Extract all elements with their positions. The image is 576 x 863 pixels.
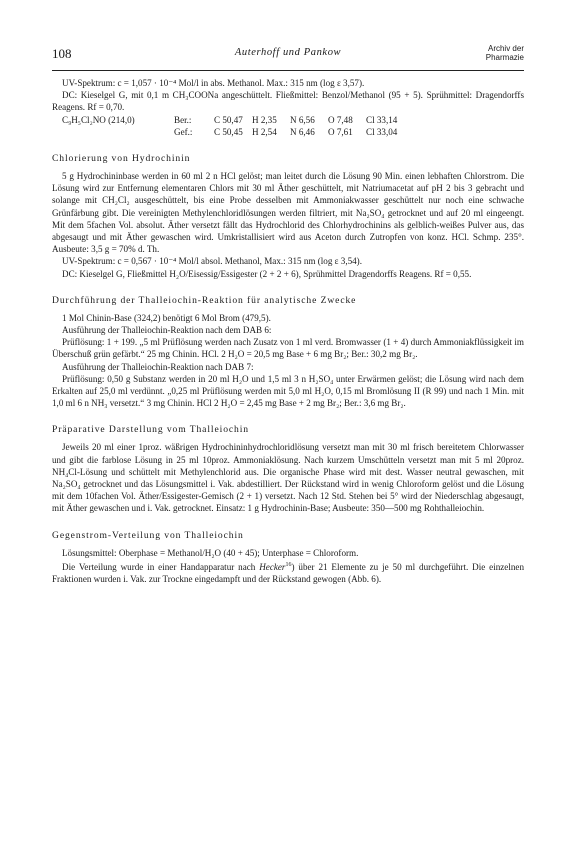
analysis-calc-n: N 6,56 bbox=[290, 114, 315, 125]
page bbox=[52, 44, 524, 585]
elemental-analysis bbox=[62, 114, 524, 138]
analysis-formula: C₉H₅Cl₂NO (214,0) bbox=[62, 114, 135, 125]
intro-dc: DC: Kieselgel G, mit 0,1 m CH₃COONa angeschüttelt. Fließmittel: Benzol/Methanol (95 + 5). Sprühmittel: Dragendorffs Reagens. Rf = 0,70. bbox=[52, 90, 524, 113]
analysis-calc-c: C 50,47 bbox=[214, 114, 243, 125]
reaction-dab6-body: Prüflösung: 1 + 199. „5 ml Prüflösung werden nach Zusatz von 1 ml verd. Bromwasser (1 + 4) durch Ammoniakflüssigkeit im Überschuß grün gefärbt.“ 25 mg Chinin. HCl. 2 H₂O = 20,5 mg Base + 6 mg Br₂; Ber.: 30,2 mg Br₂. bbox=[52, 337, 524, 360]
journal-name bbox=[486, 44, 524, 62]
page-number: 108 bbox=[52, 46, 72, 61]
analysis-found-c: C 50,45 bbox=[214, 126, 243, 137]
analysis-calc-o: O 7,48 bbox=[328, 114, 353, 125]
analysis-found-label: Gef.: bbox=[174, 126, 193, 137]
running-header bbox=[52, 44, 524, 68]
analysis-found-cl: Cl 33,04 bbox=[366, 126, 398, 137]
analysis-calc-cl: Cl 33,14 bbox=[366, 114, 398, 125]
section-heading-preparation: Präparative Darstellung vom Thalleiochin bbox=[52, 424, 250, 436]
running-authors: Auterhoff und Pankow bbox=[234, 47, 342, 58]
reaction-dab6-heading: Ausführung der Thalleiochin-Reaktion nach dem DAB 6: bbox=[62, 325, 272, 336]
analysis-found-n: N 6,46 bbox=[290, 126, 315, 137]
analysis-calc-label: Ber.: bbox=[174, 114, 192, 125]
reaction-dab7-heading: Ausführung der Thalleiochin-Reaktion nach DAB 7: bbox=[62, 361, 254, 372]
chlorination-uv: UV-Spektrum: c = 0,567 · 10⁻⁴ Mol/l absol. Methanol, Max.: 315 nm (log ε 3,54). bbox=[62, 256, 362, 267]
section-heading-thalleioquin-reaction: Durchführung der Thalleiochin-Reaktion für analytische Zwecke bbox=[52, 294, 357, 306]
citation-number: 16 bbox=[285, 561, 292, 568]
chlorination-body: 5 g Hydrochininbase werden in 60 ml 2 n HCl gelöst; man leitet durch die Lösung 90 Min. einen lebhaften Chlorstrom. Die Lösung wird zur Entfernung elementaren Chlors mit 30 ml Äther geschüttelt, mit Natriumacetat auf pH 2 bis 3 gebracht und solange mit CH₂Cl₂ ausgeschüttelt, bis eine Probe desselben mit Ammoniakwasser geschüttelt nur noch eine schwache Grünfärbung gibt. Die vereinigten Methylenchloridlösungen werden filtriert, mit Na₂SO₄ getrocknet und auf 20 ml eingeengt. Mit dem 5fachen Vol. absolut. Äther versetzt fällt das Hydrochlorid des Chlorhydrochinins als gelblich-weißes Pulver aus, das abgesaugt und mit Äther gewaschen wird. Umkristallisiert wird aus Aceton durch Zutropfen von konz. HCl. Schmp. 235°. Ausbeute: 3,5 g = 70% d. Th. bbox=[52, 171, 524, 255]
countercurrent-body: Die Verteilung wurde in einer Handapparatur nach Hecker$^{16}$) über 21 Elemente zu je 50 ml durchgeführt. Die einzelnen Fraktionen wurden i. Vak. zur Trockne eingedampft und der Rückstand gewogen (Abb. 6). bbox=[52, 561, 524, 585]
section-heading-countercurrent: Gegenstrom-Verteilung von Thalleiochin bbox=[52, 529, 244, 541]
header-rule bbox=[52, 70, 524, 71]
analysis-calc-h: H 2,35 bbox=[252, 114, 277, 125]
preparation-body: Jeweils 20 ml einer 1proz. wäßrigen Hydrochininhydrochloridlösung versetzt man mit 30 ml frisch bereitetem Chlorwasser und gibt die farblose Lösung in 25 ml 10proz. Ammoniaklösung. Nach kurzem Umschütteln versetzt man mit 5 ml 20proz. NH₄Cl-Lösung und schüttelt mit Methylenchlorid aus. Die organische Phase wird mit dest. Wasser neutral gewaschen, mit Na₂SO₄ getrocknet und das Lösungsmittel i. Vak. abdestilliert. Der Rückstand wird in wenig Chloroform gelöst und die Lösung mit dem 10fachen Vol. Äther/Essigester-Gemisch (2 + 1) versetzt. Nach 12 Std. Stehen bei 5° wird der Niederschlag abgesaugt, mit Äther gewaschen und i. Vak. getrocknet. Einsatz: 1 g Hydrochinin-Base; Ausbeute: 350—500 mg Rohthalleiochin. bbox=[52, 442, 524, 514]
countercurrent-solvents: Lösungsmittel: Oberphase = Methanol/H₂O (40 + 45); Unterphase = Chloroform. bbox=[62, 547, 359, 558]
section-heading-chlorination: Chlorierung von Hydrochinin bbox=[52, 153, 191, 165]
journal-line-1: Archiv der bbox=[487, 44, 524, 53]
citation-author: Hecker bbox=[259, 561, 286, 572]
analysis-found-o: O 7,61 bbox=[328, 126, 353, 137]
intro-uv: UV-Spektrum: c = 1,057 · 10⁻⁴ Mol/l in abs. Methanol. Max.: 315 nm (log ε 3,57). bbox=[62, 78, 365, 88]
reaction-stoichiometry: 1 Mol Chinin-Base (324,2) benötigt 6 Mol Brom (479,5). bbox=[62, 312, 271, 323]
reaction-dab7-body: Prüflösung: 0,50 g Substanz werden in 20 ml H₂O und 1,5 ml 3 n H₂SO₄ unter Erwärmen gelöst; die Lösung wird nach dem Erkalten auf 25,0 ml verdünnt. „0,25 ml Prüflösung werden mit 5,0 ml H₂O, 0,15 ml Bromlösung II (R 99) und nach 1 Min. mit 1,0 ml 6 n NH₃ versetzt.“ 3 mg Chinin. HCl 2 H₂O = 2,45 mg Base + 2 mg Br₂; Ber.: 3,6 mg Br₂. bbox=[52, 373, 524, 409]
analysis-found-h: H 2,54 bbox=[252, 126, 277, 137]
chlorination-dc: DC: Kieselgel G, Fließmittel H₂O/Eisessig/Essigester (2 + 2 + 6), Sprühmittel Dragendorffs Reagens. Rf = 0,55. bbox=[62, 268, 472, 279]
journal-line-2: Pharmazie bbox=[485, 53, 524, 62]
